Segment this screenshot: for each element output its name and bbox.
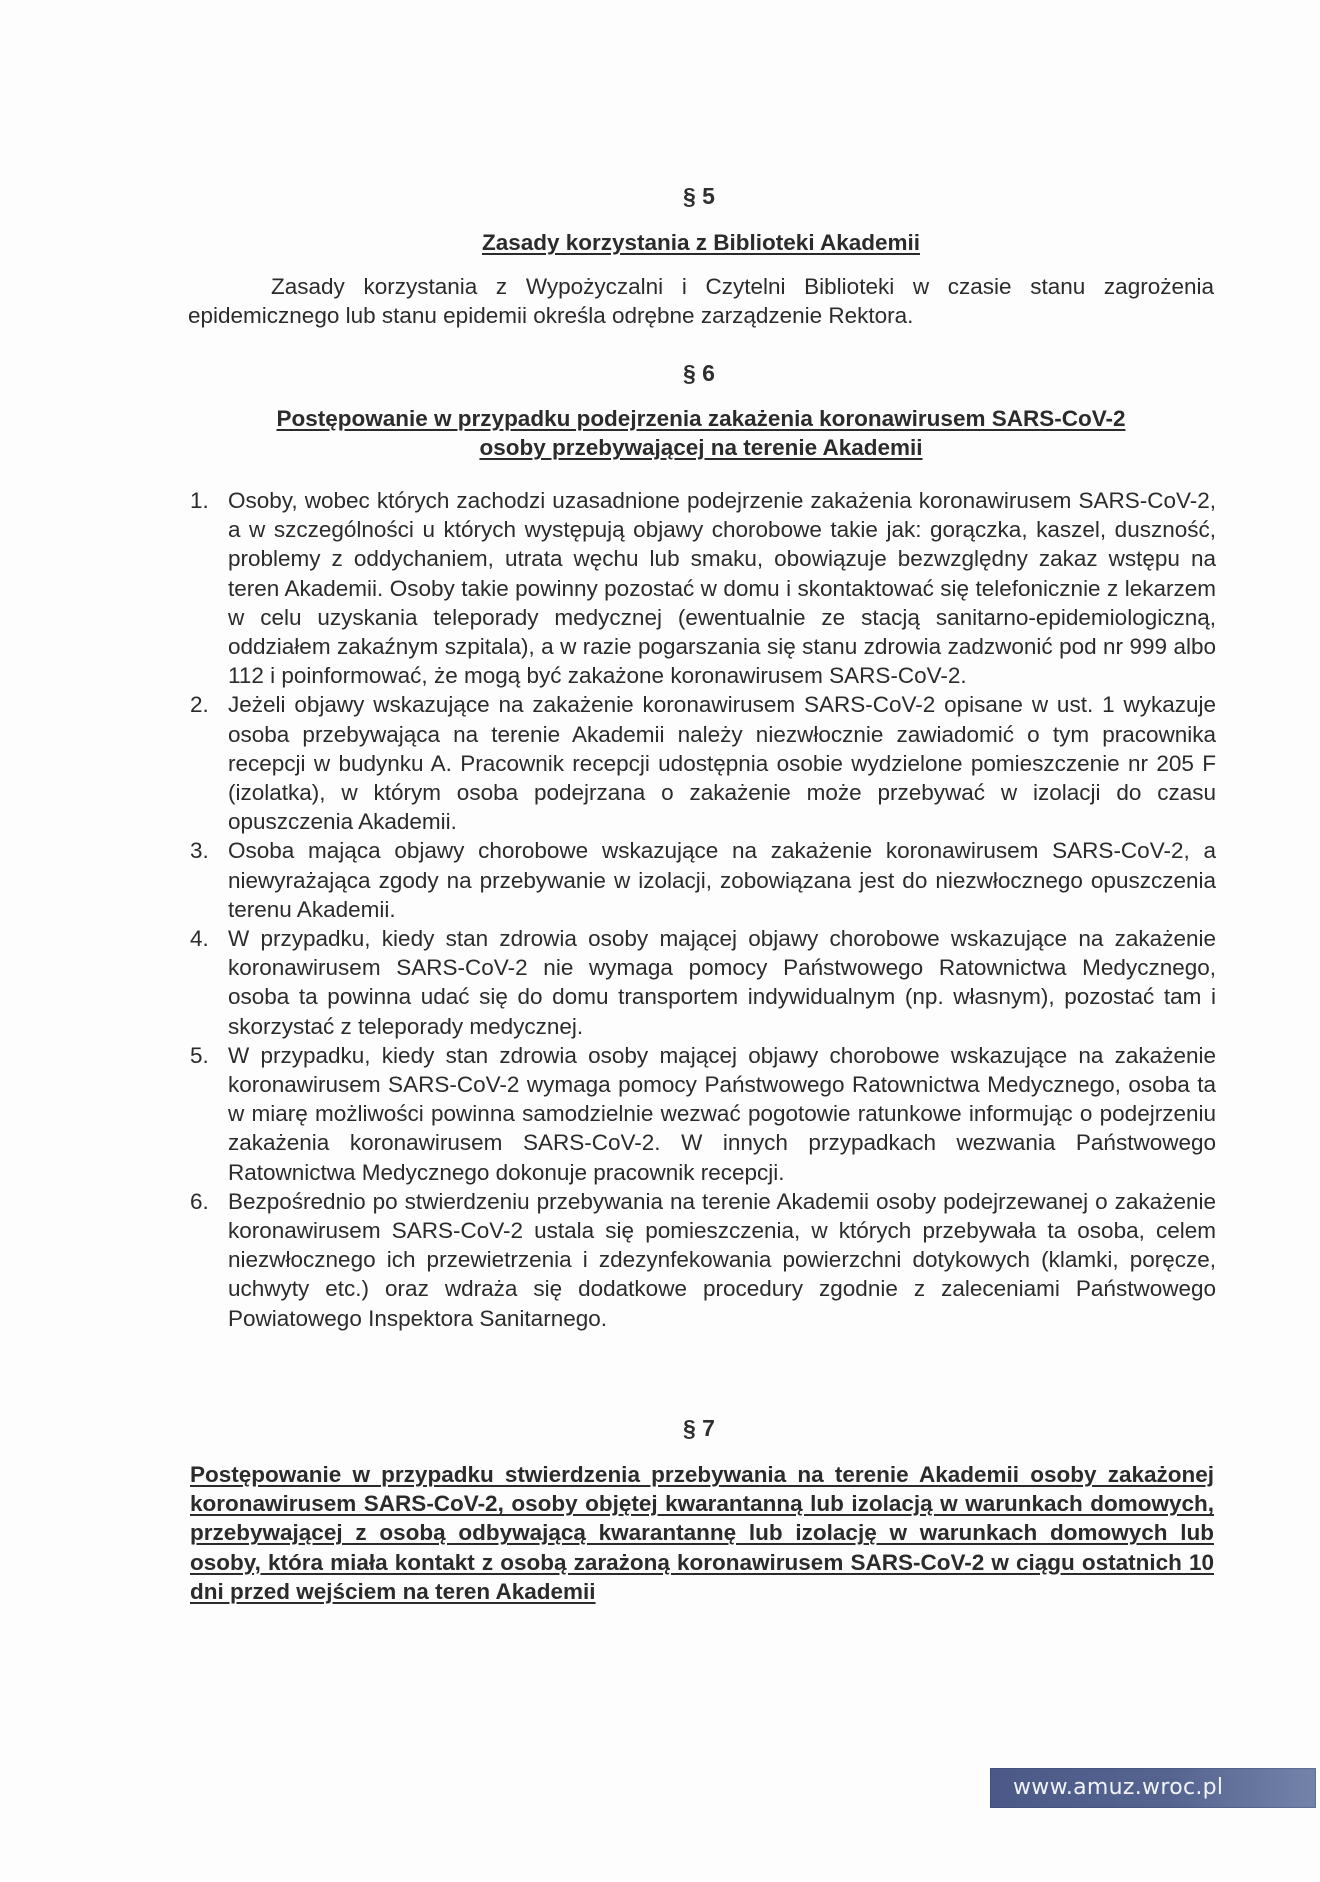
list-item bbox=[190, 1041, 1216, 1187]
list-item bbox=[190, 690, 1216, 836]
list-item bbox=[190, 924, 1216, 1041]
section-5-body: Zasady korzystania z Wypożyczalni i Czytelni Biblioteki w czasie stanu zagrożenia epidemicznego lub stanu epidemii określa odrębne zarządzenie Rektora. bbox=[188, 274, 1214, 329]
section-6-heading-line-2: osoby przebywającej na terenie Akademii bbox=[479, 435, 923, 460]
footer-url-banner[interactable] bbox=[990, 1768, 1316, 1808]
list-item-text: Osoba mająca objawy chorobowe wskazujące na zakażenie koronawirusem SARS-CoV-2, a niewyrażająca zgody na przebywanie w izolacji, zobowiązana jest do niezwłocznego opuszczenia terenu Akademii. bbox=[228, 838, 1216, 922]
list-item-text: W przypadku, kiedy stan zdrowia osoby mającej objawy chorobowe wskazujące na zakażenie koronawirusem SARS-CoV-2 nie wymaga pomocy Państwowego Ratownictwa Medycznego, osoba ta powinna udać się do domu transportem indywidualnym (np. własnym), pozostać tam i skorzystać z teleporady medycznej. bbox=[228, 926, 1216, 1039]
footer-url-link[interactable]: www.amuz.wroc.pl bbox=[1013, 1775, 1224, 1800]
list-item-text: Osoby, wobec których zachodzi uzasadnione podejrzenie zakażenia koronawirusem SARS-CoV-2, a w szczególności u których występują objawy chorobowe takie jak: gorączka, kaszel, duszność, problemy z oddychaniem, utrata węchu lub smaku, obowiązuje bezwzględny zakaz wstępu na teren Akademii. Osoby takie powinny pozostać w domu i skontaktować się telefonicznie z lekarzem w celu uzyskania teleporady medycznej (ewentualnie ze stacją sanitarno-epidemiologiczną, oddziałem zakaźnym szpitala), a w razie pogarszania się stanu zdrowia zadzwonić pod nr 999 albo 112 i poinformować, że mogą być zakażone koronawirusem SARS-CoV-2. bbox=[228, 488, 1216, 689]
list-item-number: 1. bbox=[190, 488, 209, 513]
list-item-number: 4. bbox=[190, 926, 209, 952]
list-item-number: 6. bbox=[190, 1188, 209, 1214]
section-5-mark: § 5 bbox=[683, 183, 715, 209]
list-item-text: W przypadku, kiedy stan zdrowia osoby mającej objawy chorobowe wskazujące na zakażenie koronawirusem SARS-CoV-2 wymaga pomocy Państwowego Ratownictwa Medycznego, osoba ta w miarę możliwości powinna samodzielnie wezwać pogotowie ratunkowe informując o podejrzeniu zakażenia koronawirusem SARS-CoV-2. W innych przypadkach wezwania Państwowego Ratownictwa Medycznego dokonuje pracownik recepcji. bbox=[228, 1042, 1216, 1185]
list-item-text: Bezpośrednio po stwierdzeniu przebywania na terenie Akademii osoby podejrzewanej o zakażenie koronawirusem SARS-CoV-2 ustala się pomieszczenia, w których przebywała ta osoba, celem niezwłocznego ich przewietrzenia i zdezynfekowania powierzchni dotykowych (klamki, poręcze, uchwyty etc.) oraz wdraża się dodatkowe procedury zgodnie z zaleceniami Państwowego Powiatowego Inspektora Sanitarnego. bbox=[228, 1188, 1216, 1331]
section-7-mark: § 7 bbox=[683, 1415, 715, 1441]
list-item bbox=[190, 486, 1216, 690]
list-item bbox=[190, 836, 1216, 924]
list-item-text: Jeżeli objawy wskazujące na zakażenie koronawirusem SARS-CoV-2 opisane w ust. 1 wykazuje osoba przebywająca na terenie Akademii należy niezwłocznie zawiadomić o tym pracownika recepcji w budynku A. Pracownik recepcji udostępnia osobie wydzielone pomieszczenie nr 205 F (izolatka), w którym osoba podejrzana o zakażenie może przebywać w izolacji do czasu opuszczenia Akademii. bbox=[228, 692, 1216, 835]
section-7-heading: Postępowanie w przypadku stwierdzenia przebywania na terenie Akademii osoby zakażonej koronawirusem SARS-CoV-2, osoby objętej kwarantanną lub izolacją w warunkach domowych, przebywającej z osobą odbywającą kwarantannę lub izolację w warunkach domowych lub osoby, która miała kontakt z osobą zarażoną koronawirusem SARS-CoV-2 w ciągu ostatnich 10 dni przed wejściem na teren Akademii bbox=[190, 1462, 1214, 1604]
section-6-heading-line-1: Postępowanie w przypadku podejrzenia zakażenia koronawirusem SARS-CoV-2 bbox=[276, 406, 1126, 431]
section-5-heading: Zasady korzystania z Biblioteki Akademii bbox=[481, 230, 921, 255]
section-6-list bbox=[190, 486, 1216, 1333]
list-item-number: 3. bbox=[190, 838, 209, 864]
list-item bbox=[190, 1187, 1216, 1333]
section-6-mark: § 6 bbox=[683, 360, 715, 386]
list-item-number: 5. bbox=[190, 1042, 209, 1068]
list-item-number: 2. bbox=[190, 692, 209, 718]
